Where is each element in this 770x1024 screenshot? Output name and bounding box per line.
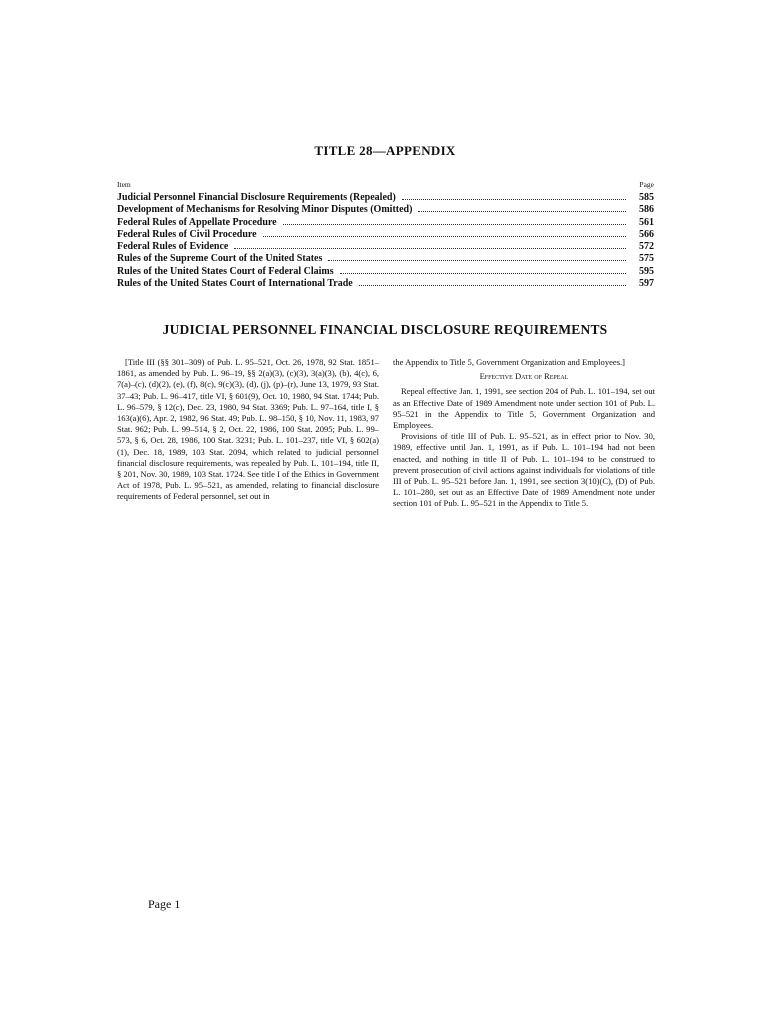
toc-row xyxy=(117,217,654,229)
toc-item: Rules of the United States Court of Federal Claims xyxy=(117,265,334,277)
continuation-text: the Appendix to Title 5, Government Organization and Employees.] xyxy=(393,357,625,367)
toc-row xyxy=(117,192,654,204)
effective-date-subheading: Effective Date of Repeal xyxy=(479,371,569,382)
toc-item: Development of Mechanisms for Resolving Minor Disputes (Omitted) xyxy=(117,204,413,216)
toc-page-header: Page xyxy=(639,180,654,189)
toc-row xyxy=(117,229,654,241)
toc-leader-dots xyxy=(418,211,626,212)
toc-page-number: 585 xyxy=(639,192,654,203)
left-column xyxy=(117,357,379,503)
toc-item: Federal Rules of Appellate Procedure xyxy=(117,216,277,228)
toc-page-number: 572 xyxy=(639,241,654,253)
toc-page-number: 566 xyxy=(639,228,654,240)
repeal-paragraph: Repeal effective Jan. 1, 1991, see section 204 of Pub. L. 101–194, set out as an Effective Date of 1989 Amendment note under section 101 of Pub. L. 95–521 in the Appendix to Title 5, Government Organization and Employees. xyxy=(393,386,655,431)
toc-leader-dots xyxy=(359,285,626,286)
provisions-paragraph: Provisions of title III of Pub. L. 95–521, as in effect prior to Nov. 30, 1989, effective until Jan. 1, 1991, as if Pub. L. 101–194 had not been enacted, and nothing in title II of Pub. L. 101–194 to be construed to prevent prosecution of civil actions against individuals for violations of title III of Pub. L. 95–521 before Jan. 1, 1991, see section 3(10)(C), (D) of Pub. L. 101–280, set out as an Effective Date of 1989 Amendment note under section 101 of Pub. L. 95–521 in the Appendix to Title 5. xyxy=(393,431,655,509)
left-column-paragraph: [Title III (§§ 301–309) of Pub. L. 95–521, Oct. 26, 1978, 92 Stat. 1851–1861, as amended by Pub. L. 96–19, §§ 2(a)(3), (c)(3), 3(a)(3), (b), 4(c), 6, 7(a)–(c), (d)(2), (e), (f), 8(c), 9(c)(3), (d), (j), (p)–(r), June 13, 1979, 93 Stat. 37–43; Pub. L. 96–417, title VI, § 601(9), Oct. 10, 1980, 94 Stat. 1744; Pub. L. 96–579, § 12(c), Dec. 23, 1980, 94 Stat. 3369; Pub. L. 97–164, title I, § 163(a)(6), Apr. 2, 1982, 96 Stat. 49; Pub. L. 98–150, § 10, Nov. 11, 1983, 97 Stat. 962; Pub. L. 99–514, § 2, Oct. 22, 1986, 100 Stat. 2095; Pub. L. 99–573, § 6, Oct. 28, 1986, 100 Stat. 3231; Pub. L. 101–237, title VI, § 602(a)(1), Dec. 18, 1989, 103 Stat. 2094, which related to judicial personnel financial disclosure requirements, was repealed by Pub. L. 101–194, title II, § 201, Nov. 30, 1989, 103 Stat. 1724. See title I of the Ethics in Government Act of 1978, Pub. L. 95–521, as amended, relating to financial disclosure requirements of Federal personnel, set out in xyxy=(117,357,379,502)
toc-item: Rules of the Supreme Court of the United States xyxy=(117,253,323,265)
toc-leader-dots xyxy=(328,260,626,261)
toc-item: Rules of the United States Court of International Trade xyxy=(117,278,353,290)
toc-page-number: 595 xyxy=(639,265,654,277)
toc-page-number: 575 xyxy=(639,253,654,265)
page-title: TITLE 28—APPENDIX xyxy=(314,143,456,158)
section-heading: JUDICIAL PERSONNEL FINANCIAL DISCLOSURE REQUIREMENTS xyxy=(162,322,608,337)
toc-row xyxy=(117,204,654,216)
right-column xyxy=(393,357,655,510)
toc-page-number: 561 xyxy=(639,216,654,228)
toc-row xyxy=(117,278,654,290)
toc-leader-dots xyxy=(402,199,626,200)
toc-page-number: 586 xyxy=(639,204,654,216)
toc-leader-dots xyxy=(263,236,626,237)
toc-item: Federal Rules of Civil Procedure xyxy=(117,228,257,240)
toc-item: Federal Rules of Evidence xyxy=(117,241,229,253)
toc-row xyxy=(117,253,654,265)
toc-leader-dots xyxy=(283,224,626,225)
toc-header xyxy=(117,180,654,192)
page-number-footer: Page 1 xyxy=(148,897,181,911)
toc-row xyxy=(117,241,654,253)
toc-leader-dots xyxy=(340,273,626,274)
toc-item: Judicial Personnel Financial Disclosure Requirements (Repealed) xyxy=(117,192,396,203)
toc-page-number: 597 xyxy=(639,278,654,290)
toc-leader-dots xyxy=(234,248,626,249)
toc-row xyxy=(117,266,654,278)
toc-item-header: Item xyxy=(117,180,131,189)
table-of-contents xyxy=(117,180,654,290)
